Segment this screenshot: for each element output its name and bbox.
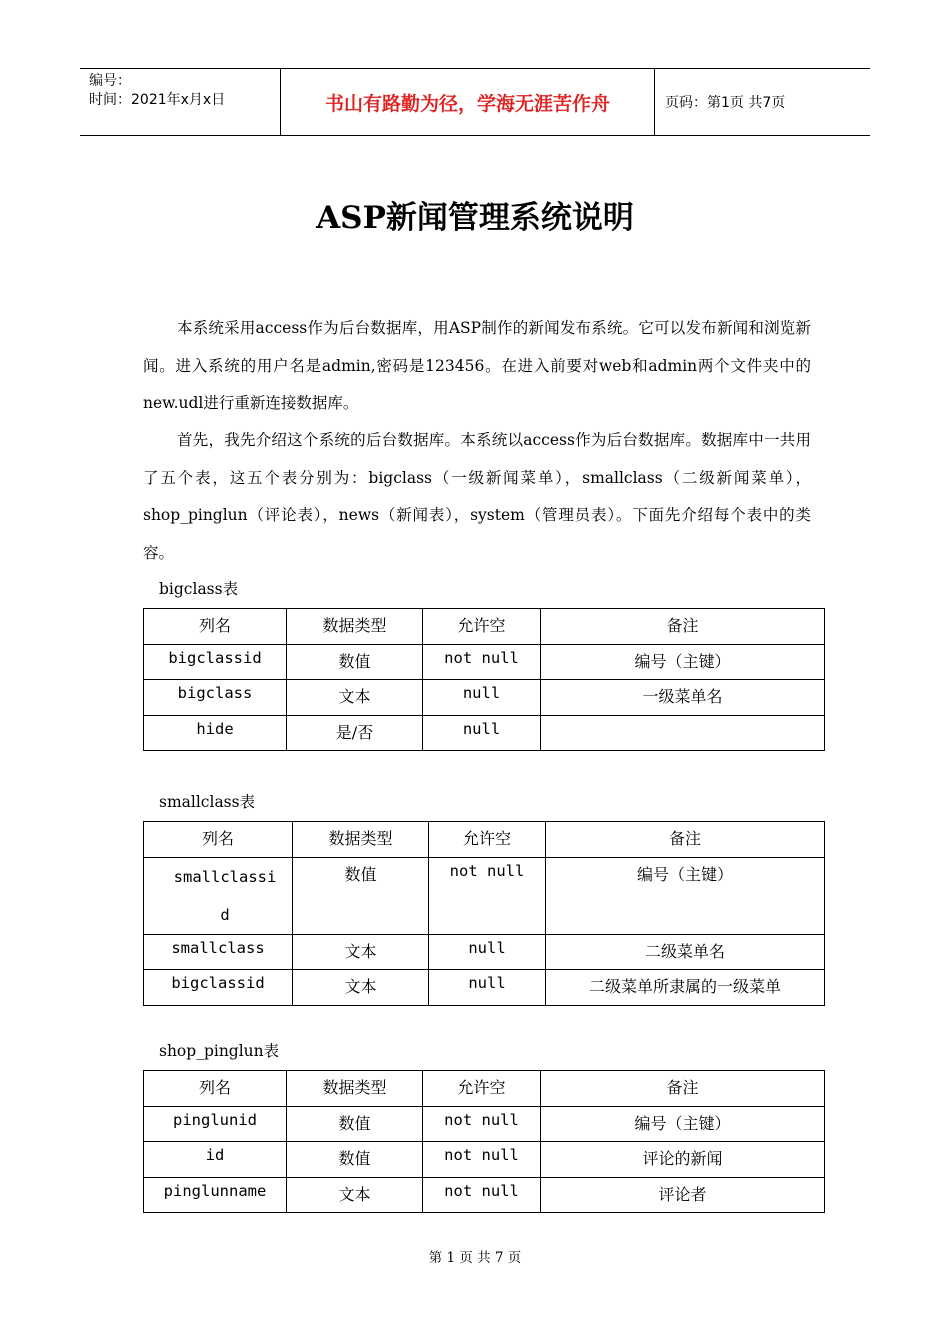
table-cell [541, 715, 825, 751]
page-footer: 第 1 页 共 7 页 [428, 1250, 522, 1266]
table-cell: 编号（主键） [546, 857, 825, 934]
table-cell: not null [423, 1106, 541, 1142]
header-motto: 书山有路勤为径，学海无涯苦作舟 [281, 69, 655, 135]
table-cell: bigclass [144, 680, 287, 716]
table-row [144, 970, 825, 1006]
header-cell: 列名 [144, 1071, 287, 1107]
table-label-smallclass: smallclass表 [159, 793, 256, 811]
table-cell: 二级菜单所隶属的一级菜单 [546, 970, 825, 1006]
header-page: 页码：第1页 共7页 [665, 95, 786, 111]
header-cell: 备注 [546, 822, 825, 858]
table-cell: 数值 [287, 1106, 423, 1142]
table-row [144, 857, 825, 934]
table-cell: 文本 [287, 1177, 423, 1213]
header-cell: 允许空 [423, 1071, 541, 1107]
table-cell: bigclassid [144, 970, 293, 1006]
database-paragraph: 首先，我先介绍这个系统的后台数据库。本系统以access作为后台数据库。数据库中一共用了五个表，这五个表分别为：bigclass（一级新闻菜单），smallclass（二级新闻菜单），shop_pinglun（评论表），news（新闻表），system（管理员表）。下面先介绍每个表中的类容。 [143, 431, 811, 562]
table-cell: null [423, 715, 541, 751]
table-cell: 编号（主键） [541, 644, 825, 680]
table-cell: pinglunname [144, 1177, 287, 1213]
table-cell: null [429, 934, 546, 970]
table-label-shop-pinglun: shop_pinglun表 [159, 1042, 280, 1060]
table-cell: 数值 [287, 644, 423, 680]
table-row [144, 1177, 825, 1213]
table-cell: 评论的新闻 [541, 1142, 825, 1178]
table-row [144, 1106, 825, 1142]
table-cell: 数值 [293, 857, 429, 934]
document-title: ASP新闻管理系统说明 [316, 200, 634, 236]
table-cell: 数值 [287, 1142, 423, 1178]
table-cell: 评论者 [541, 1177, 825, 1213]
table-cell: id [144, 1142, 287, 1178]
table-cell: 文本 [293, 970, 429, 1006]
table-header-row [144, 822, 825, 858]
header-cell: 数据类型 [287, 1071, 423, 1107]
table-row [144, 644, 825, 680]
header-time: 时间：2021年x月x日 [89, 92, 226, 108]
table-cell: pinglunid [144, 1106, 287, 1142]
table-cell: smallclass [144, 934, 293, 970]
table-row [144, 680, 825, 716]
table-cell: null [423, 680, 541, 716]
smallclass-table [143, 821, 825, 1006]
header-cell: 列名 [144, 822, 293, 858]
header-cell: 数据类型 [293, 822, 429, 858]
table-header-row [144, 609, 825, 645]
table-cell: 编号（主键） [541, 1106, 825, 1142]
header-cell: 列名 [144, 609, 287, 645]
bigclass-table [143, 608, 825, 751]
page-header [80, 68, 870, 136]
table-header-row [144, 1071, 825, 1107]
header-cell: 备注 [541, 609, 825, 645]
shop-pinglun-table [143, 1070, 825, 1213]
header-meta [80, 69, 281, 135]
table-cell: not null [423, 1177, 541, 1213]
table-cell: 二级菜单名 [546, 934, 825, 970]
table-cell: 一级菜单名 [541, 680, 825, 716]
table-cell: hide [144, 715, 287, 751]
table-cell: not null [423, 1142, 541, 1178]
table-row [144, 934, 825, 970]
table-label-bigclass: bigclass表 [159, 580, 239, 598]
header-cell: 数据类型 [287, 609, 423, 645]
table-cell: not null [429, 857, 546, 934]
intro-paragraph: 本系统采用access作为后台数据库，用ASP制作的新闻发布系统。它可以发布新闻和浏览新闻。进入系统的用户名是admin,密码是123456。在进入前要对web和admin两个文件夹中的new.udl进行重新连接数据库。 [143, 319, 811, 412]
header-number: 编号： [89, 73, 131, 89]
header-cell: 备注 [541, 1071, 825, 1107]
header-cell: 允许空 [429, 822, 546, 858]
table-cell: null [429, 970, 546, 1006]
table-cell: bigclassid [144, 644, 287, 680]
table-row [144, 715, 825, 751]
table-cell: not null [423, 644, 541, 680]
table-row [144, 1142, 825, 1178]
header-cell: 允许空 [423, 609, 541, 645]
table-cell: smallclassid [144, 857, 293, 934]
table-cell: 文本 [293, 934, 429, 970]
table-cell: 文本 [287, 680, 423, 716]
table-cell: 是/否 [287, 715, 423, 751]
